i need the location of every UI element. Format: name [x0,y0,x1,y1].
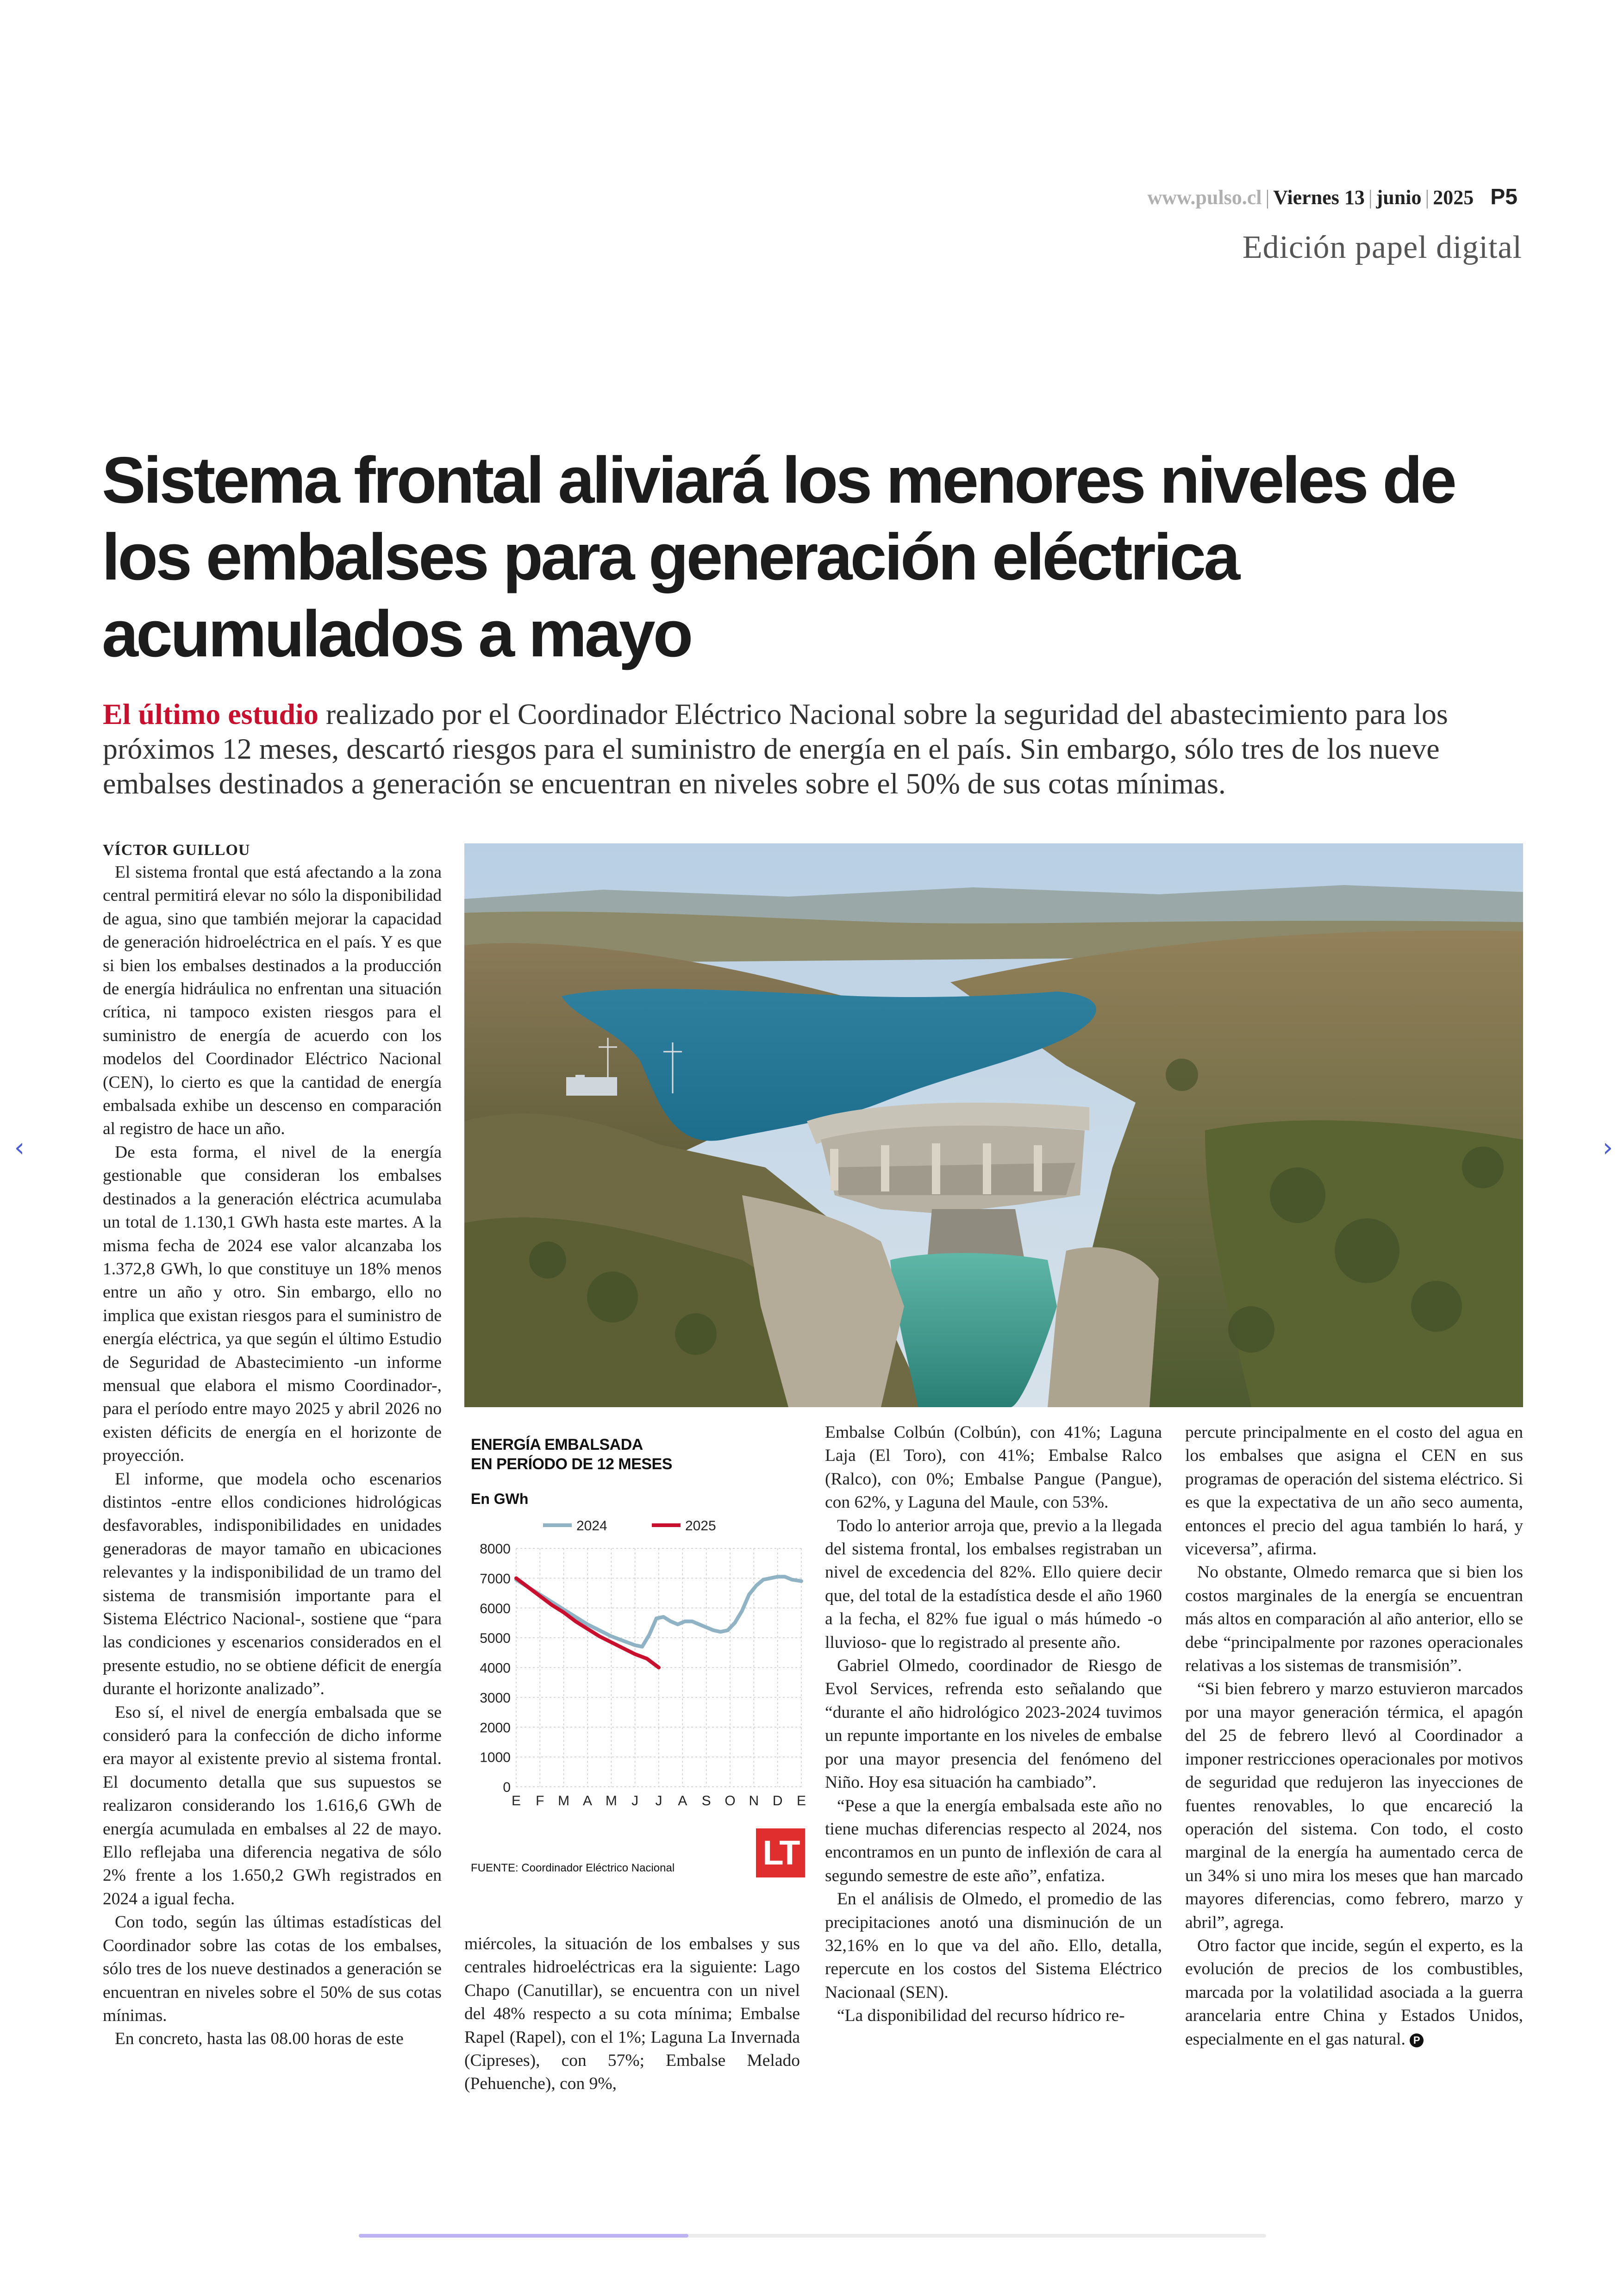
x-tick-label: D [772,1793,783,1809]
page-header: www.pulso.cl | Viernes 13 | junio | 2025 P5 [1147,185,1518,209]
article-column-2 [464,1933,800,2096]
edition-label: Edición papel digital [1242,230,1522,265]
issue-year: 2025 [1433,186,1474,209]
x-tick-label: A [678,1793,687,1809]
paragraph: Todo lo anterior arroja que, previo a la llegada del sistema frontal, los embalses registraban un nivel de excedencia del 82%. Ello quiere decir que, del total de la estadística desde el año 1960 a la fecha, el 82% fue igual o más húmedo -o lluvioso- que lo registrado al presente año. [825,1516,1162,1652]
page-scrollbar-thumb[interactable] [359,2234,688,2238]
paragraph: Gabriel Olmedo, coordinador de Riesgo de Evol Services, refrenda esto señalando que “durante el año hidrológico 2023-2024 tuvimos un repunte importante en los niveles de embalse por una mayor presencia del fenómeno del Niño. Hoy esa situación ha cambiado”. [825,1656,1162,1792]
prev-page-button[interactable] [10,1129,29,1166]
chevron-left-icon: ‹ [14,1133,25,1163]
page-number: P5 [1490,185,1518,209]
legend-label: 2024 [576,1518,607,1534]
x-tick-label: F [536,1793,544,1809]
byline: VÍCTOR GUILLOU [103,842,250,859]
y-tick-label: 4000 [480,1660,511,1676]
x-tick-label: J [631,1793,639,1809]
x-tick-label: O [725,1793,736,1809]
y-tick-label: 7000 [480,1571,511,1587]
chart-title-line-1: ENERGÍA EMBALSADA [471,1436,643,1453]
x-tick-label: N [749,1793,759,1809]
article-column-3 [825,1421,1162,2028]
chart-source: FUENTE: Coordinador Eléctrico Nacional [471,1862,675,1874]
paragraph: “La disponibilidad del recurso hídrico re- [837,2006,1125,2026]
paragraph-text: Otro factor que incide, según el experto, es la evolución de precios de los combustibles, marcada por la volatilidad asociada a la guerra arancelaria entre China y Estados Unidos, especialmente en el gas natural. [1185,1936,1523,2049]
y-tick-label: 0 [503,1780,511,1795]
y-tick-label: 2000 [480,1720,511,1736]
y-tick-label: 3000 [480,1690,511,1706]
y-tick-label: 8000 [480,1541,511,1557]
x-tick-label: S [701,1793,711,1809]
chart-unit: En GWh [471,1491,529,1507]
paragraph: “Si bien febrero y marzo estuvieron marcados por una mayor generación térmica, el apagón del 25 de febrero llevó al Coordinador a imponer restricciones operacionales por motivos de seguridad que redujeron las inyecciones de fuentes renovables, lo que encareció la operación del sistema. Con todo, el costo marginal de la energía ha aumentado cerca de un 34% si uno mira los meses que han marcado mayores diferencias, como febrero, marzo y abril”, agrega. [1185,1679,1523,1932]
dam-photo [464,843,1523,1407]
x-tick-label: E [796,1793,806,1809]
deck-lead: El último estudio [103,698,319,730]
paragraph: El informe, que modela ocho escenarios distintos -entre ellos condiciones hidrológicas desfavorables, indisponibilidades en unidades generadoras de mayor tamaño en ubicaciones relevantes y la indisponibilidad de un tramo del sistema de transmisión importante para el Sistema Eléctrico Nacional-, sostiene que “para las condiciones y escenarios considerados en el presente estudio, no se obtiene déficit de energía durante el horizonte analizado”. [103,1469,442,1699]
article-column-1 [103,861,442,2051]
headline: Sistema frontal aliviará los menores niveles de los embalses para generación eléctrica acumulados a mayo [102,443,1455,671]
paragraph: No obstante, Olmedo remarca que si bien los costos marginales de la energía se encuentran más altos en comparación al año anterior, ello se debe “principalmente por razones operacionales relativas a los sistemas de transmisión”. [1185,1563,1523,1676]
x-tick-label: E [511,1793,521,1809]
y-tick-label: 5000 [480,1631,511,1646]
deck [103,697,1519,801]
paragraph: En concreto, hasta las 08.00 horas de este [115,2029,404,2049]
x-tick-label: M [558,1793,570,1809]
x-tick-label: A [582,1793,593,1809]
paragraph: El sistema frontal que está afectando a la zona central permitirá elevar no sólo la disponibilidad de agua, sino que también mejorar la capacidad de generación hidroeléctrica en el país. Y es que si bien los embalses destinados a la producción de energía hidráulica no enfrentan una situación crítica, ni tampoco existen riesgos para el suministro de energía de acuerdo con los modelos del Coordinador Eléctrico Nacional (CEN), lo cierto es que la cantidad de energía embalsada exhibe un descenso en comparación al registro de hace un año. [103,863,442,1139]
chart-title-line-2: EN PERÍODO DE 12 MESES [471,1455,672,1473]
paragraph: Con todo, según las últimas estadísticas del Coordinador sobre las cotas de los embalses, sólo tres de los nueve destinados a generación se encuentran en niveles sobre el 50% de sus cotas mínimas. [103,1913,442,2025]
energy-chart [464,1426,808,1926]
y-tick-label: 1000 [480,1750,511,1765]
paragraph [1185,1934,1523,2051]
deck-text: realizado por el Coordinador Eléctrico Nacional sobre la seguridad del abastecimiento para los próximos 12 meses, descartó riesgos para el suministro de energía en el país. Sin embargo, sólo tres de los nueve embalses destinados a generación se encuentran en niveles sobre el 50% de sus cotas mínimas. [103,698,1448,800]
issue-month: junio [1376,186,1422,209]
chevron-right-icon: › [1602,1133,1613,1163]
end-mark-icon: P [1410,2033,1424,2047]
article-column-4 [1185,1421,1523,2051]
paragraph: De esta forma, el nivel de la energía gestionable que consideran los embalses destinados a la generación eléctrica acumulaba un total de 1.130,1 GWh hasta este martes. A la misma fecha de 2024 ese valor alcanzaba los 1.372,8 GWh, lo que constituye un 18% menos entre un año y otro. Sin embargo, ello no implica que existan riesgos para el suministro de energía eléctrica, ya que según el último Estudio de Seguridad de Abastecimiento -un informe mensual que elabora el mismo Coordinador-, para el período entre mayo 2025 y abril 2026 no existen déficits de energía en el horizonte de proyección. [103,1142,442,1466]
paragraph: percute principalmente en el costo del agua en los embalses que asigna el CEN en sus programas de operación del sistema eléctrico. Si es que la expectativa de un año seco aumenta, entonces el precio del agua también lo hará, y viceversa”, afirma. [1185,1423,1523,1559]
lt-logo: LT [756,1828,805,1877]
next-page-button[interactable] [1599,1129,1617,1166]
x-tick-label: M [605,1793,617,1809]
paragraph: Eso sí, el nivel de energía embalsada que se consideró para la confección de dicho informe era mayor al existente previo al sistema frontal. El documento detalla que sus supuestos se realizaron considerando los 1.616,6 GWh de energía acumulada en embalses al 22 de mayo. Ello reflejaba una diferencia negativa de sólo 2% frente a los 1.650,2 GWh registrados en 2024 a igual fecha. [103,1703,442,1908]
issue-day: Viernes 13 [1273,186,1365,209]
y-tick-label: 6000 [480,1601,511,1616]
x-tick-label: J [655,1793,662,1809]
legend-label: 2025 [685,1518,716,1534]
paragraph: Embalse Colbún (Colbún), con 41%; Laguna Laja (El Toro), con 41%; Embalse Ralco (Ralco), con 0%; Embalse Pangue (Pangue), con 62%, y Laguna del Maule, con 53%. [825,1423,1162,1512]
paragraph: En el análisis de Olmedo, el promedio de las precipitaciones anotó una disminución de un 32,16% en lo que va del año. Ello, detalla, repercute en los costos del Sistema Eléctrico Nacionaal (SEN). [825,1890,1162,2002]
paragraph: “Pese a que la energía embalsada este año no tiene muchas diferencias respecto al 2024, nos encontramos en un punto de inflexión de cara al segundo semestre de este año”, enfatiza. [825,1796,1162,1885]
paragraph: miércoles, la situación de los embalses y sus centrales hidroeléctricas era la siguiente: Lago Chapo (Canutillar), se encuentra con un nivel del 48% respecto a su cota mínima; Embalse Rapel (Rapel), con el 1%; Laguna La Invernada (Cipreses), con 57%; Embalse Melado (Pehuenche), con 9%, [464,1934,800,2094]
site-url: www.pulso.cl [1147,186,1262,209]
